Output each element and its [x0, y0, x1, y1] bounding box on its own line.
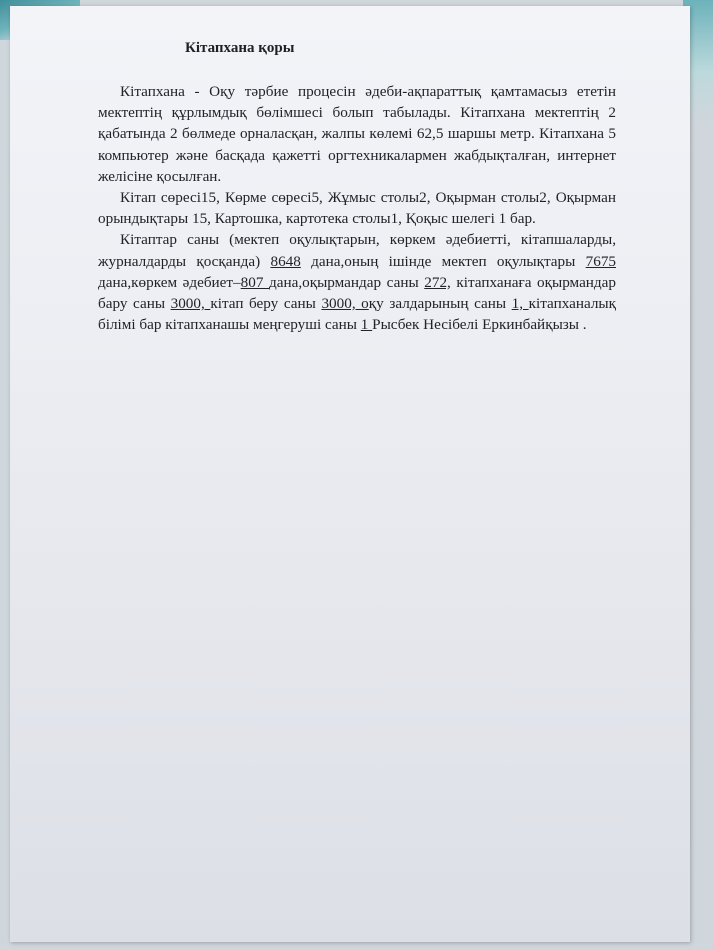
total-books-value: 8648 — [270, 252, 301, 270]
paragraph-furniture: Кітап сөресі15, Көрме сөресі5, Жұмыс столы2, Оқырман столы2, Оқырман орындықтары 15, Картошка, картотека столы1, Қоқыс шелегі 1 бар. — [98, 189, 616, 228]
stats-text: қу залдарының саны — [368, 295, 512, 313]
stats-text: Рысбек Несібелі Еркинбайқызы . — [372, 316, 587, 334]
loans-value: 3000, о — [321, 295, 369, 313]
stats-text: дана,оқырмандар саны — [269, 273, 425, 291]
stats-text: кітап беру саны — [210, 295, 322, 313]
paper-sheet — [10, 6, 690, 942]
stats-text: дана,оның ішінде мектеп оқулықтары — [300, 252, 586, 270]
halls-value: 1, — [511, 295, 529, 313]
librarians-value: 1 — [360, 316, 373, 334]
stats-text: Кітаптар саны (мектеп оқулықтарын, көркем әдебиетті, кітапшаларды, журналдарды қосқанда) — [98, 231, 616, 270]
stats-text: кітапханаға оқырмандар бару саны — [98, 273, 616, 313]
document-title: Кітапхана қоры — [185, 40, 295, 56]
fiction-value: 807 — [240, 273, 269, 291]
stats-text: кітапханалық білімі бар кітапханашы меңгеруші саны — [98, 295, 617, 334]
readers-value: 272, — [424, 273, 451, 291]
document-body — [98, 81, 616, 335]
paragraph-library-description: Кітапхана - Оқу тәрбие процесін әдеби-ақпараттық қамтамасыз ететін мектептің құрлымдық бөлімшесі болып табылады. Кітапхана мектептің 2 қабатында 2 бөлмеде орналасқан, жалпы көлемі 62,5 шаршы метр. Кітапхана 5 компьютер және басқада қажетті оргтехникалармен жабдықталған, интернет желісіне қосылған. — [98, 83, 616, 185]
paragraph-statistics — [98, 229, 616, 335]
stats-text: дана,көркем әдебиет– — [98, 273, 241, 291]
visits-value: 3000, — [170, 295, 211, 313]
textbooks-value: 7675 — [585, 252, 617, 270]
